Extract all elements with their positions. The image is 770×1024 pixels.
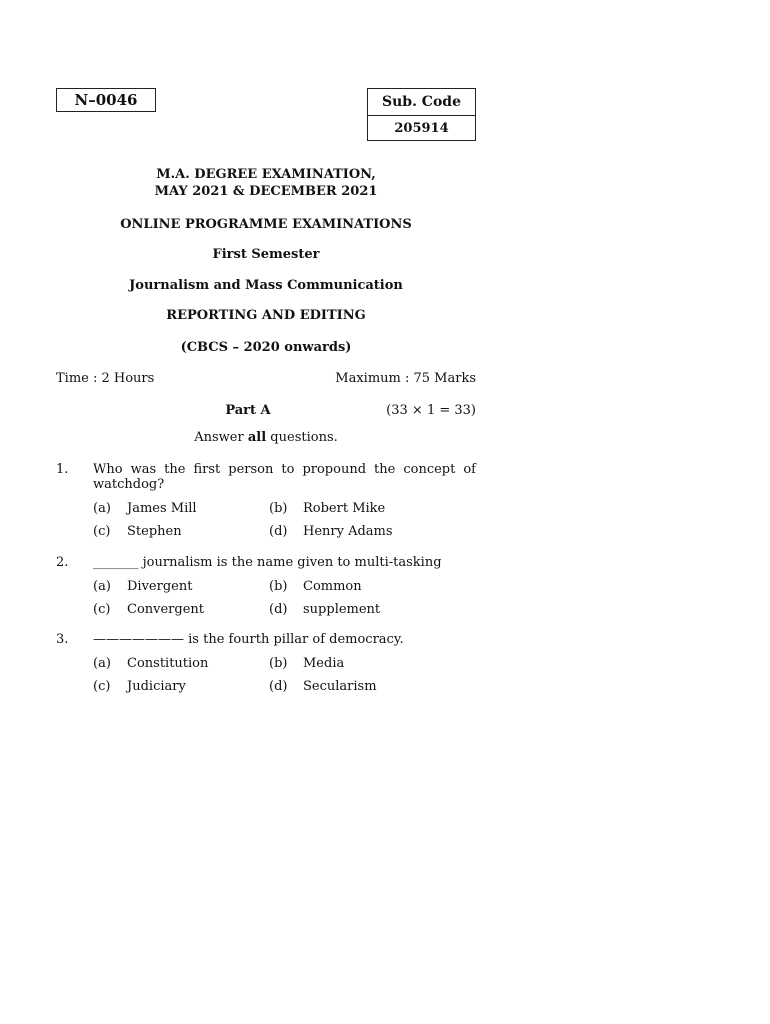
instruction-post: questions.	[266, 430, 338, 445]
option-label: (b)	[269, 579, 288, 594]
option-text: Divergent	[127, 579, 193, 594]
option-label: (c)	[93, 602, 111, 617]
exam-title-line2: MAY 2021 & DECEMBER 2021	[154, 184, 378, 199]
options-row	[93, 524, 476, 540]
option-text: Robert Mike	[303, 501, 386, 516]
option-text: supplement	[303, 602, 381, 617]
course-title: REPORTING AND EDITING	[166, 308, 366, 323]
option-text: Media	[303, 656, 345, 671]
option-text: Secularism	[303, 679, 377, 694]
option-label: (b)	[269, 501, 288, 516]
options-row	[93, 579, 476, 595]
instruction	[56, 430, 476, 445]
question-number: 1.	[56, 462, 69, 477]
scheme: (CBCS – 2020 onwards)	[180, 340, 352, 355]
option-label: (d)	[269, 679, 288, 694]
exam-meta	[56, 371, 476, 386]
option-label: (a)	[93, 579, 111, 594]
option-label: (c)	[93, 679, 111, 694]
option-label: (a)	[93, 656, 111, 671]
sub-code-value: 205914	[394, 120, 449, 136]
option-text: Henry Adams	[303, 524, 393, 539]
option-label: (c)	[93, 524, 111, 539]
exam-programme: ONLINE PROGRAMME EXAMINATIONS	[120, 217, 412, 232]
option-text: James Mill	[127, 501, 197, 516]
question-2	[56, 555, 476, 619]
part-marks: (33 × 1 = 33)	[386, 403, 476, 418]
question-number: 2.	[56, 555, 69, 570]
exam-title-line1: M.A. DEGREE EXAMINATION,	[156, 167, 376, 182]
subject-code-box	[367, 88, 476, 141]
time-allowed: Time : 2 Hours	[56, 371, 155, 386]
sub-code-label: Sub. Code	[368, 89, 475, 116]
options-row	[93, 501, 476, 517]
option-text: Common	[303, 579, 362, 594]
question-stem: _______ journalism is the name given to multi-tasking	[93, 555, 442, 570]
option-label: (d)	[269, 602, 288, 617]
options-row	[93, 679, 476, 695]
option-text: Convergent	[127, 602, 205, 617]
question-stem: Who was the first person to propound the concept of watchdog?	[93, 462, 476, 492]
option-label: (a)	[93, 501, 111, 516]
options-row	[93, 656, 476, 672]
subject: Journalism and Mass Communication	[129, 278, 403, 293]
option-label: (b)	[269, 656, 288, 671]
options-row	[93, 602, 476, 618]
part-title: Part A	[225, 403, 271, 418]
paper-code: N–0046	[74, 91, 138, 109]
option-text: Constitution	[127, 656, 209, 671]
question-1	[56, 462, 476, 542]
option-text: Stephen	[127, 524, 182, 539]
question-stem: ——————— is the fourth pillar of democracy.	[93, 632, 404, 647]
question-3	[56, 632, 476, 696]
paper-code-box	[56, 88, 156, 112]
instruction-emphasis: all	[247, 430, 267, 445]
question-number: 3.	[56, 632, 69, 647]
option-text: Judiciary	[127, 679, 186, 694]
instruction-pre: Answer	[194, 430, 248, 445]
maximum-marks: Maximum : 75 Marks	[335, 371, 476, 386]
option-label: (d)	[269, 524, 288, 539]
semester: First Semester	[212, 247, 320, 262]
